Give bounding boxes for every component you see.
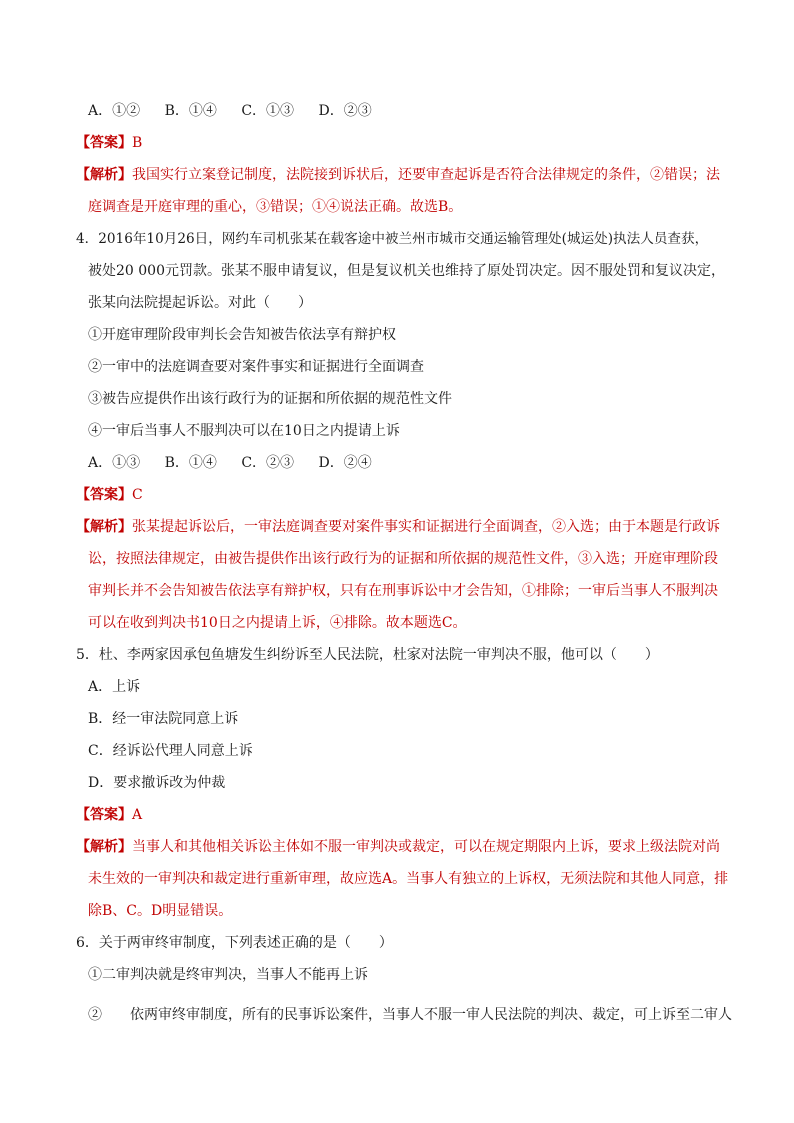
analysis-tag: 【解析】 [76,839,132,855]
q3-option-d: D．②③ [318,103,372,119]
q3-options [88,101,392,121]
q4-statement-2: ②一审中的法庭调查要对案件事实和证据进行全面调查 [88,359,424,375]
q3-answer [76,133,142,153]
q5-answer [76,805,142,825]
q3-option-a: A．①② [88,103,141,119]
q5-analysis-line-3: 除B、C。D明显错误。 [88,903,233,919]
q5-analysis-line-2: 未生效的一审判决和裁定进行重新审理，故应选A。当事人有独立的上诉权，无须法院和其他人同意，排 [88,871,729,887]
q4-stem-line-3: 张某向法院提起诉讼。对此（ ） [88,295,312,311]
answer-value: A [132,807,143,823]
q4-analysis-line-1: 【解析】张某提起诉讼后，一审法庭调查要对案件事实和证据进行全面调查，②入选；由于本题是行政诉 [76,519,720,535]
answer-value: C [132,487,143,503]
q3-option-b: B．①④ [164,103,217,119]
q4-analysis-line-4: 可以在收到判决书10日之内提请上诉，④排除。故本题选C。 [88,615,467,631]
answer-tag: 【答案】 [76,807,132,823]
q4-analysis-line-3: 审判长并不会告知被告依法享有辩护权，只有在刑事诉讼中才会告知，①排除；一审后当事人不服判决 [88,583,718,599]
q4-option-b: B．①④ [164,455,217,471]
analysis-tag: 【解析】 [76,519,132,535]
q4-answer [76,485,143,505]
q5-option-b: B．经一审法院同意上诉 [88,711,239,727]
q5-stem: 5．杜、李两家因承包鱼塘发生纠纷诉至人民法院，杜家对法院一审判决不服，他可以（ ） [76,647,659,663]
q3-analysis-line-1: 【解析】我国实行立案登记制度，法院接到诉状后，还要审查起诉是否符合法律规定的条件，②错误；法 [76,167,720,183]
q5-option-a: A．上诉 [88,679,141,695]
answer-value: B [132,135,143,151]
q6-statement-2: ② 依两审终审制度，所有的民事诉讼案件，当事人不服一审人民法院的判决、裁定，可上诉至二审人 [88,1007,732,1023]
q3-analysis-line-2: 庭调查是开庭审理的重心，③错误；①④说法正确。故选B。 [88,199,463,215]
q4-statement-3: ③被告应提供作出该行政行为的证据和所依据的规范性文件 [88,391,452,407]
analysis-tag: 【解析】 [76,167,132,183]
q5-option-d: D．要求撤诉改为仲裁 [88,775,226,791]
q3-option-c: C．①③ [241,103,295,119]
answer-tag: 【答案】 [76,135,132,151]
q4-options [88,453,392,473]
q4-analysis-line-2: 讼，按照法律规定，由被告提供作出该行政行为的证据和所依据的规范性文件，③入选；开庭审理阶段 [88,551,718,567]
q4-statement-4: ④一审后当事人不服判决可以在10日之内提请上诉 [88,423,400,439]
q6-statement-1: ①二审判决就是终审判决，当事人不能再上诉 [88,967,368,983]
q4-option-c: C．②③ [241,455,295,471]
q4-statement-1: ①开庭审理阶段审判长会告知被告依法享有辩护权 [88,327,396,343]
q5-analysis-line-1: 【解析】当事人和其他相关诉讼主体如不服一审判决或裁定，可以在规定期限内上诉，要求上级法院对尚 [76,839,720,855]
q6-stem: 6．关于两审终审制度，下列表述正确的是（ ） [76,935,393,951]
q4-stem-line-1: 4．2016年10月26日，网约车司机张某在载客途中被兰州市城市交通运输管理处(城运处)执法人员查获， [76,231,709,247]
q4-option-d: D．②④ [318,455,372,471]
q5-option-c: C．经诉讼代理人同意上诉 [88,743,253,759]
q4-option-a: A．①③ [88,455,141,471]
answer-tag: 【答案】 [76,487,132,503]
q4-stem-line-2: 被处20 000元罚款。张某不服申请复议，但是复议机关也维持了原处罚决定。因不服处罚和复议决定， [88,263,725,279]
